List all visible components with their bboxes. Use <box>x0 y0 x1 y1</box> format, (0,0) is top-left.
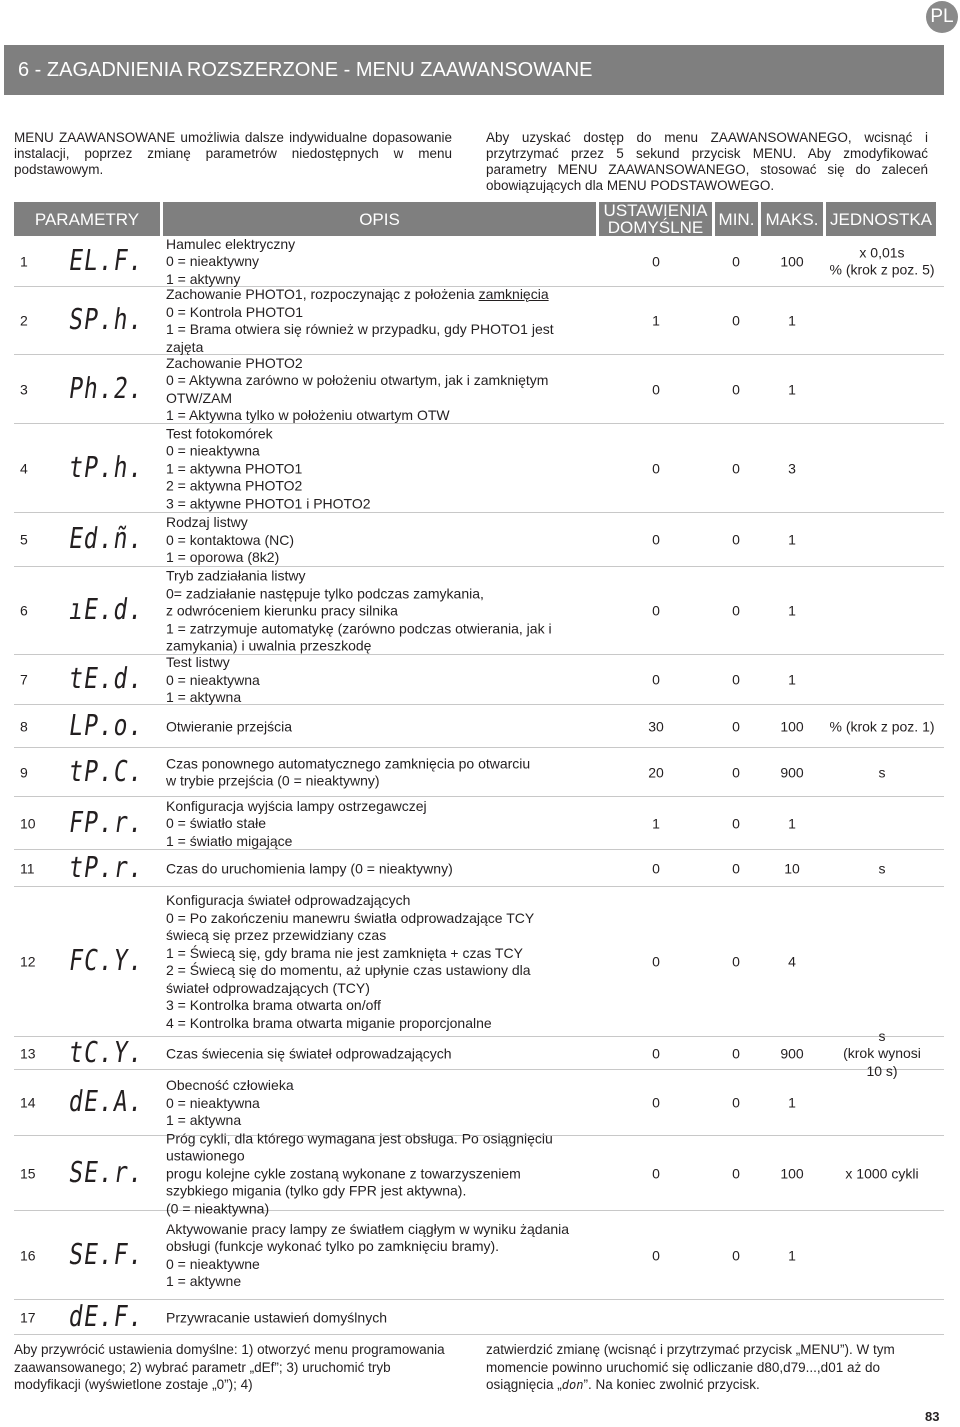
parameter-description <box>166 1077 586 1130</box>
description-line: progu kolejne cykle zostaną wykonane z towarzyszeniem <box>166 1164 521 1181</box>
table-row <box>14 567 944 655</box>
description-line: 0 = Po zakończeniu manewru światła odprowadzające TCY <box>166 909 535 926</box>
section-header <box>4 45 944 95</box>
default-value: 20 <box>648 763 664 780</box>
max-value: 1 <box>788 531 796 548</box>
description-line: Konfiguracja świateł odprowadzających <box>166 892 411 908</box>
parameter-code: SE.F. <box>66 1238 146 1271</box>
description-line: 0 = światło stałe <box>166 814 266 831</box>
description-line: Tryb zadziałania listwy <box>166 567 306 584</box>
description-line: 0 = Kontrola PHOTO1 <box>166 303 304 320</box>
default-value: 0 <box>652 1164 660 1181</box>
description-line: 2 = aktywna PHOTO2 <box>166 477 303 494</box>
parameter-description <box>166 286 586 356</box>
parameter-description <box>166 860 586 878</box>
max-value: 1 <box>788 312 796 329</box>
default-value: 0 <box>652 1246 660 1263</box>
description-line: 0 = nieaktywna <box>166 671 260 688</box>
parameter-description <box>166 355 586 425</box>
column-header-default <box>599 202 712 236</box>
description-line: Rodzaj listwy <box>166 513 248 530</box>
table-row <box>14 1300 944 1335</box>
min-value: 0 <box>732 814 740 831</box>
description-line: szybkiego migania (tylko gdy FPR jest aktywna). <box>166 1182 467 1199</box>
max-value: 1 <box>788 814 796 831</box>
parameter-code: FP.r. <box>66 806 146 839</box>
table-row <box>14 748 944 797</box>
unit-line: s <box>878 1027 886 1044</box>
min-value: 0 <box>732 1246 740 1263</box>
language-badge: PL <box>926 1 958 33</box>
min-value: 0 <box>732 252 740 269</box>
description-line: 1 = aktywny <box>166 270 241 287</box>
description-line: 1 = zatrzymuje automatykę (zarówno podczas otwierania, jak i zamykania) i uwalnia przeszkodę <box>166 619 552 654</box>
parameter-code: Ed.ñ. <box>66 522 146 556</box>
footer-right-text-a: zatwierdzić zmianę (wcisnąć i przytrzymać przycisk „MENU”). W tym momencie powinno uruchomić się odliczanie d80,d79...,d01 aż do osiągnięcia „ <box>486 1342 895 1392</box>
max-value: 100 <box>780 1164 804 1181</box>
parameter-description <box>166 718 586 736</box>
parameter-code: tE.d. <box>66 662 146 696</box>
unit-line: s <box>878 859 886 876</box>
column-header-default-line2: DOMYŚLNE <box>607 218 704 237</box>
min-value: 0 <box>732 380 740 397</box>
description-line: 1 = oporowa (8k2) <box>166 548 280 565</box>
unit-line: (krok wynosi <box>843 1044 921 1061</box>
max-value: 4 <box>788 953 796 970</box>
intro-left: MENU ZAAWANSOWANE umożliwia dalsze indywidualne dopasowanie instalacji, poprzez zmianę parametrów niedostępnych w menu podstawowym. <box>14 130 452 177</box>
row-number: 5 <box>20 531 28 548</box>
default-value: 0 <box>652 252 660 269</box>
table-row <box>14 287 944 355</box>
unit-line: x 1000 cykli <box>845 1164 919 1181</box>
min-value: 0 <box>732 1044 740 1061</box>
row-number: 7 <box>20 671 28 688</box>
description-line: świecą się przez przewidziany czas <box>166 927 387 943</box>
description-line-text: Zachowanie PHOTO1, rozpoczynając z położenia <box>166 286 479 302</box>
row-number: 15 <box>20 1164 36 1181</box>
unit-line: 10 s) <box>866 1062 898 1079</box>
default-value: 0 <box>652 671 660 688</box>
description-line: świateł odprowadzających (TCY) <box>166 979 370 996</box>
unit-value <box>820 1165 944 1183</box>
description-line: Aktywowanie pracy lampy ze światłem ciągłym w wyniku żądania <box>166 1220 570 1237</box>
table-row <box>14 887 944 1037</box>
row-number: 1 <box>20 252 28 269</box>
description-line: Przywracanie ustawień domyślnych <box>166 1308 387 1325</box>
min-value: 0 <box>732 763 740 780</box>
parameter-description <box>166 1130 586 1218</box>
default-value: 0 <box>652 859 660 876</box>
min-value: 0 <box>732 953 740 970</box>
min-value: 0 <box>732 671 740 688</box>
table-row <box>14 355 944 424</box>
description-line: Zachowanie PHOTO2 <box>166 354 303 371</box>
parameter-code: Ph.2. <box>66 372 146 405</box>
parameter-description <box>166 514 586 567</box>
description-line: Hamulec elektryczny <box>166 235 296 252</box>
min-value: 0 <box>732 459 740 476</box>
max-value: 10 <box>784 859 800 876</box>
parameter-code: SE.r. <box>66 1156 146 1189</box>
default-value: 0 <box>652 1094 660 1111</box>
description-line: Test fotokomórek <box>166 424 273 441</box>
unit-value <box>820 860 944 878</box>
parameter-description <box>166 892 586 1032</box>
parameter-description <box>166 797 586 850</box>
row-number: 9 <box>20 763 28 780</box>
row-number: 2 <box>20 312 28 329</box>
row-number: 14 <box>20 1094 36 1111</box>
table-row <box>14 1027 944 1079</box>
max-value: 1 <box>788 602 796 619</box>
intro-right: Aby uzyskać dostęp do menu ZAAWANSOWANEGO, wcisnąć i przytrzymać przez 5 sekund przycisk MENU. Aby zmodyfikować parametry MENU ZAAWANSOWANEGO, stosować się do zaleceń obowiązujących dla MENU PODSTAWOWEGO. <box>486 130 928 193</box>
table-row <box>14 655 944 705</box>
footer-left: Aby przywrócić ustawienia domyślne: 1) otworzyć menu programowania zaawansowanego; 2) wybrać parametr „dEf”; 3) uruchomić tryb modyfikacji (wyświetlone zostaje „0”); 4) <box>14 1342 445 1392</box>
min-value: 0 <box>732 859 740 876</box>
description-line: 0 = kontaktowa (NC) <box>166 531 294 548</box>
description-line: Konfiguracja wyjścia lampy ostrzegawczej <box>166 797 427 814</box>
unit-line: x 0,01s <box>859 244 905 260</box>
unit-line: % (krok z poz. 5) <box>829 261 935 278</box>
parameter-code: LP.o. <box>66 709 146 742</box>
row-number: 12 <box>20 953 36 970</box>
row-divider <box>14 1334 944 1335</box>
footer-right-don: don <box>561 1378 584 1392</box>
table-row <box>14 1211 944 1300</box>
table-row <box>14 424 944 513</box>
description-line: 0= zadziałanie następuje tylko podczas zamykania, <box>166 584 484 601</box>
parameter-code: dE.F. <box>66 1300 146 1333</box>
default-value: 30 <box>648 717 664 734</box>
min-value: 0 <box>732 602 740 619</box>
unit-value <box>820 718 944 736</box>
column-header-parametry: PARAMETRY <box>14 202 160 236</box>
description-line: 1 = aktywne <box>166 1273 242 1289</box>
max-value: 100 <box>780 252 804 269</box>
default-value: 1 <box>652 312 660 329</box>
default-value: 0 <box>652 531 660 548</box>
parameter-description <box>166 1309 586 1327</box>
parameter-description <box>166 1045 586 1063</box>
max-value: 1 <box>788 380 796 397</box>
column-header-default-line1: USTAWIENIA <box>603 201 708 220</box>
min-value: 0 <box>732 1094 740 1111</box>
parameter-description <box>166 425 586 513</box>
table-row <box>14 236 944 287</box>
parameter-description <box>166 755 586 790</box>
parameter-code: tP.h. <box>66 451 146 484</box>
parameter-code: ıE.d. <box>66 593 146 627</box>
description-line: 2 = Świecą się do momentu, aż upłynie czas ustawiony dla <box>166 962 531 978</box>
default-value: 0 <box>652 380 660 397</box>
column-header-min: MIN. <box>715 202 758 236</box>
description-line: Otwieranie przejścia <box>166 717 293 734</box>
parameter-code: dE.A. <box>66 1085 146 1119</box>
description-line: 3 = Kontrolka brama otwarta on/off <box>166 997 381 1013</box>
description-line: Próg cykli, dla którego wymagana jest obsługa. Po osiągnięciu ustawionego <box>166 1129 553 1164</box>
column-header-max: MAKS. <box>761 202 823 236</box>
row-number: 3 <box>20 380 28 397</box>
parameter-code: SP.h. <box>66 303 146 337</box>
row-number: 8 <box>20 717 28 734</box>
description-line: 1 = Aktywna tylko w położeniu otwartym OTW <box>166 407 450 423</box>
description-line: 1 = Świecą się, gdy brama nie jest zamknięta + czas TCY <box>166 944 523 961</box>
parameter-description <box>166 235 586 288</box>
description-line: 0 = Aktywna zarówno w położeniu otwartym, jak i zamkniętym OTW/ZAM <box>166 372 549 406</box>
table-row <box>14 850 944 887</box>
description-line: Czas do uruchomienia lampy (0 = nieaktywny) <box>166 859 453 876</box>
description-line: 1 = aktywna <box>166 1111 242 1128</box>
unit-line: s <box>878 763 886 780</box>
max-value: 900 <box>780 763 804 780</box>
unit-line: % (krok z poz. 1) <box>829 717 935 734</box>
footer-right <box>486 1341 930 1395</box>
table-row <box>14 1129 944 1216</box>
min-value: 0 <box>732 531 740 548</box>
table-row <box>14 705 944 748</box>
row-number: 16 <box>20 1246 36 1263</box>
default-value: 0 <box>652 602 660 619</box>
description-line: Czas świecenia się świateł odprowadzających <box>166 1044 452 1061</box>
description-line: w trybie przejścia (0 = nieaktywny) <box>166 772 380 789</box>
table-row <box>14 797 944 850</box>
table-row <box>14 1070 944 1136</box>
parameter-code: tP.r. <box>66 851 146 884</box>
description-line: 1 = światło migające <box>166 832 293 849</box>
parameter-description <box>166 567 586 655</box>
section-title: 6 - ZAGADNIENIA ROZSZERZONE - MENU ZAAWANSOWANE <box>18 58 593 81</box>
min-value: 0 <box>732 312 740 329</box>
column-header-unit: JEDNOSTKA <box>826 202 936 236</box>
description-line: 1 = aktywna <box>166 688 242 705</box>
default-value: 1 <box>652 814 660 831</box>
parameter-code: tC.Y. <box>66 1036 146 1069</box>
unit-value <box>820 244 944 279</box>
description-line: 1 = Brama otwiera się również w przypadku, gdy PHOTO1 jest zajęta <box>166 321 554 355</box>
page-number: 83 <box>925 1409 940 1424</box>
description-line: Obecność człowieka <box>166 1076 294 1093</box>
description-line: Test listwy <box>166 653 230 670</box>
description-line: (0 = nieaktywna) <box>166 1199 270 1216</box>
description-line: 3 = aktywne PHOTO1 i PHOTO2 <box>166 494 371 511</box>
footer-right-text-b: ”. Na koniec zwolnić przycisk. <box>583 1377 760 1392</box>
description-line: 0 = nieaktywne <box>166 1255 260 1272</box>
description-underlined-word: zamknięcia <box>478 286 549 302</box>
unit-value <box>820 764 944 782</box>
max-value: 100 <box>780 717 804 734</box>
max-value: 1 <box>788 1246 796 1263</box>
description-line: 0 = nieaktywna <box>166 1094 260 1111</box>
table-row <box>14 513 944 567</box>
description-line: Czas ponownego automatycznego zamknięcia po otwarciu <box>166 755 531 771</box>
default-value: 0 <box>652 459 660 476</box>
parameter-code: FC.Y. <box>66 944 146 978</box>
row-number: 6 <box>20 602 28 619</box>
max-value: 1 <box>788 671 796 688</box>
min-value: 0 <box>732 717 740 734</box>
max-value: 1 <box>788 1094 796 1111</box>
row-number: 13 <box>20 1044 36 1061</box>
description-line: obsługi (funkcje wykonać tylko po zamknięciu bramy). <box>166 1238 500 1254</box>
description-line <box>166 286 586 304</box>
row-number: 17 <box>20 1308 36 1325</box>
description-line: 0 = nieaktywna <box>166 442 260 459</box>
column-header-opis: OPIS <box>163 202 596 236</box>
default-value: 0 <box>652 1044 660 1061</box>
description-line: 4 = Kontrolka brama otwarta miganie proporcjonalne <box>166 1014 492 1031</box>
row-number: 11 <box>20 859 35 876</box>
row-number: 4 <box>20 459 28 476</box>
max-value: 900 <box>780 1044 804 1061</box>
parameter-description <box>166 654 586 707</box>
default-value: 0 <box>652 953 660 970</box>
description-line: z odwróceniem kierunku pracy silnika <box>166 602 398 619</box>
max-value: 3 <box>788 459 796 476</box>
min-value: 0 <box>732 1164 740 1181</box>
parameter-description <box>166 1221 586 1291</box>
parameter-code: tP.C. <box>66 755 146 788</box>
parameter-code: EL.F. <box>66 244 146 277</box>
description-line: 0 = nieaktywny <box>166 252 259 269</box>
row-number: 10 <box>20 814 36 831</box>
description-line: 1 = aktywna PHOTO1 <box>166 459 303 476</box>
